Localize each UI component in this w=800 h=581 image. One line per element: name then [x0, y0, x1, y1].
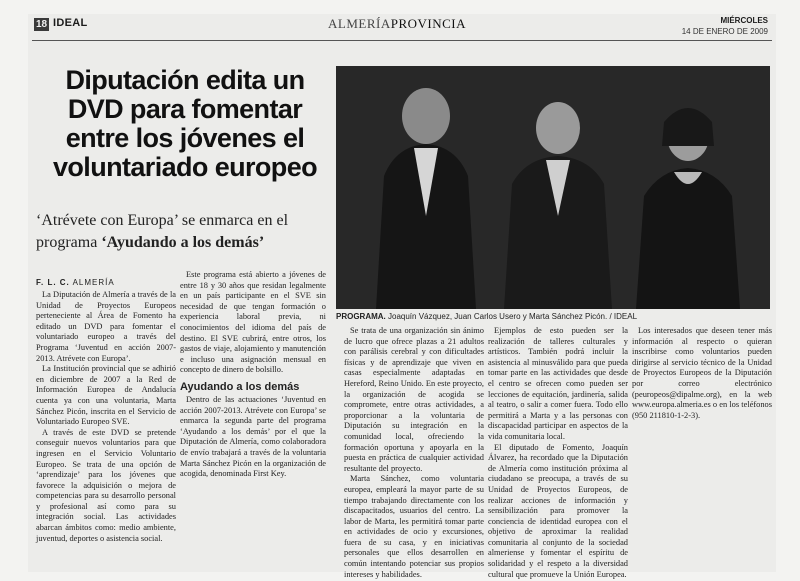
section-tag: IDEAL — [53, 17, 88, 29]
text-column-1 — [36, 290, 176, 566]
photo-caption — [336, 312, 770, 321]
text-column-4 — [488, 326, 628, 579]
photo-illustration — [336, 66, 770, 309]
caption-label: PROGRAMA. — [336, 312, 386, 321]
byline — [36, 278, 115, 287]
paragraph-6: Se trata de una organización sin ánimo de lucro que ofrece plazas a 21 adultos con parálisis cerebral y con dificultades físicas y de aprendizaje que viven en casas especialmente adaptadas en Hereford, Reino Unido. En este proyecto, la organización de acogida se compromete, entre otras actividades, a proporcionar a la voluntaria de Diputación su integración en la comunidad local, ofreciendo la formación oportuna y apoyarla en la puesta en práctica de cualquier actividad resultante del proyecto. — [344, 326, 484, 473]
paragraph-2: La Institución provincial que se adhirió en diciembre de 2007 a la Red de Información Europea de Andalucía cuenta ya con una voluntaria, Marta Sánchez Picón, inscrita en el Servicio de Voluntariado Europeo SVE. — [36, 364, 176, 427]
byline-place: ALMERÍA — [69, 278, 115, 287]
caption-text: Joaquín Vázquez, Juan Carlos Usero y Marta Sánchez Picón. / IDEAL — [385, 312, 638, 321]
subheadline-a: ‘Atrévete con Europa’ se enmarca en el programa — [36, 212, 289, 251]
subheadline-b: ‘Ayudando a los demás’ — [101, 234, 265, 251]
headline: Diputación edita un DVD para fomentar entre los jóvenes el voluntariado europeo — [52, 65, 318, 182]
paragraph-9: El diputado de Fomento, Joaquín Álvarez, ha recordado que la Diputación de Almería como institución próxima al ciudadano se preocupa, a través de su Unidad de Proyectos Europeos, de realizar acciones de información y sensibilización para promover la conciencia de identidad europea con el objetivo de aproximar la realidad comunitaria al conjunto de la sociedad almeriense y fomentar el espíritu de solidaridad y el respeto a la diversidad cultural que promueve la Unión Europea. — [488, 442, 628, 579]
article-photo — [336, 66, 770, 309]
section-title — [328, 16, 466, 32]
byline-author: F. L. C. — [36, 278, 70, 287]
section-title-a: ALMERÍA — [328, 16, 391, 31]
paragraph-1: La Diputación de Almería a través de la Unidad de Proyectos Europeos perteneciente al Área de Fomento ha editado un DVD para fomentar el voluntariado europeo a través del Programa ‘Juventud en acción 2007-2013. Atrévete con Europa’. — [36, 290, 176, 363]
text-column-3 — [344, 326, 484, 579]
paragraph-7: Marta Sánchez, como voluntaria europea, empleará la mayor parte de su tiempo trabajando directamente con los discapacitados, usuarios del centro. La labor de Marta, les permitirá tomar parte en actividades de ocio y excursiones, fuera de su casa, y en iniciativas personales que ellos desarrollen en común intentando potenciar sus propios intereses y habilidades. — [344, 474, 484, 579]
newspaper-page — [28, 14, 776, 579]
masthead-rule — [32, 40, 772, 41]
publication-day: MIÉRCOLES — [720, 16, 768, 25]
paragraph-8: Ejemplos de esto pueden ser la realización de talleres culturales y artísticos. También podrá incluir la asistencia al minusválido para que pueda tomar parte en las actividades que desde el centro se ofrecen como pueden ser lecciones de equitación, jardinería, salida al teatro, o salir a comer fuera. Todo ello permitirá a Marta y a las personas con discapacidad participar en aspectos de la vida comunitaria local. — [488, 326, 628, 441]
paragraph-10: Los interesados que deseen tener más información al respecto o quieran inscribirse como voluntarios pueden dirigirse al servicio técnico de la Unidad de Proyectos Europeos de la Diputación por correo electrónico (peuropeos@dipalme.org), en la web www.europa.almeria.es o en los teléfonos (950 211810-1-2-3). — [632, 326, 772, 420]
paragraph-3: A través de este DVD se pretende conseguir nuevos voluntarios para que ingresen en el Servicio Voluntario Europeo. Se trata de una opción de ‘aprendizaje’ para los jóvenes que favorece la adquisición o mejora de competencias para su desarrollo personal y profesional así como para su integración social. Las actividades abarcan ámbitos como: medio ambiente, juventud, deportes o asistencia social. — [36, 427, 176, 543]
paragraph-4: Este programa está abierto a jóvenes de entre 18 y 30 años que residan legalmente en un país participante en el SVE sin necesidad de que tengan formación o experiencia laboral previa, ni conocimientos del idioma del país de destino. El SVE cubrirá, entre otros, los gastos de viaje, alojamiento y manutención e incluso una asignación mensual en concepto de dinero de bolsillo. — [180, 270, 326, 375]
publication-date: 14 DE ENERO DE 2009 — [681, 27, 768, 36]
subheadline — [36, 210, 336, 254]
masthead — [28, 14, 776, 42]
text-column-5 — [632, 326, 772, 566]
section-title-b: PROVINCIA — [390, 16, 467, 31]
text-column-2 — [180, 270, 326, 566]
page-number: 18 — [35, 19, 48, 30]
subsection-heading: Ayudando a los demás — [180, 380, 300, 393]
paragraph-5: Dentro de las actuaciones ‘Juventud en acción 2007-2013. Atrévete con Europa’ se enmarca la segunda parte del programa ‘Ayudando a los demás’ por el que la Diputación de Almería, como colaboradora de envío trabajará a través de la voluntaria Marta Sánchez Picón en la organización de acogida, denominada First Key. — [180, 394, 326, 479]
